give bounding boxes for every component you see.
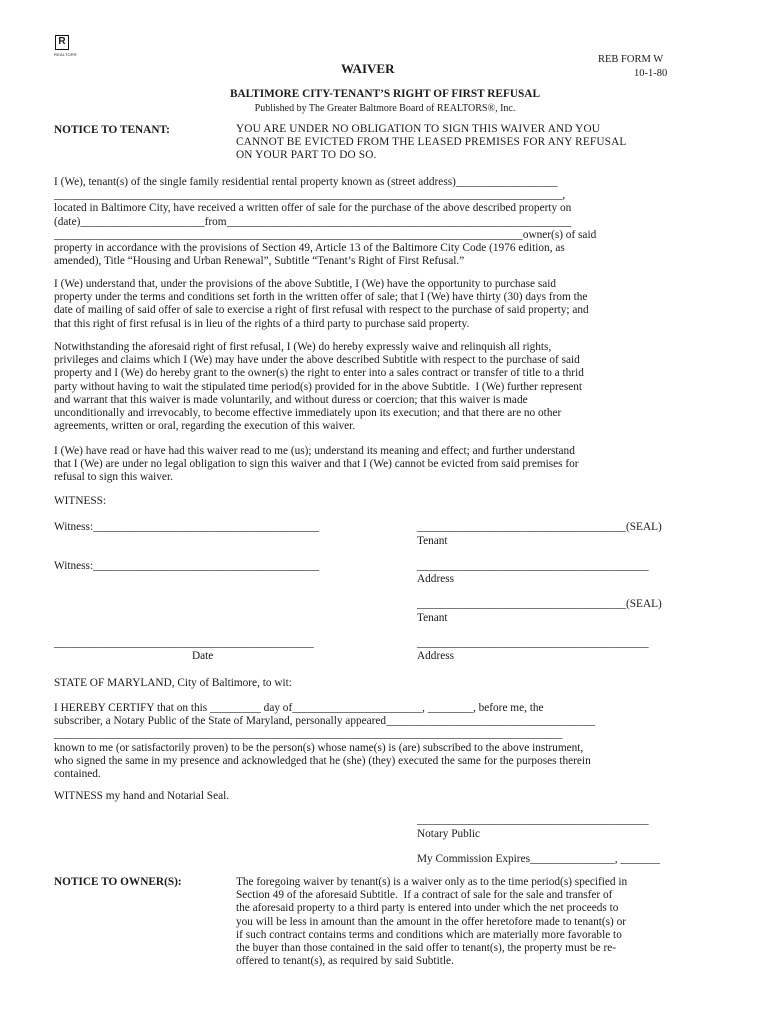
notice-owner-line: Section 49 of the aforesaid Subtitle. If a contract of sale for the sale and transfer of: [236, 889, 613, 902]
address-2-line[interactable]: _________________________________________: [417, 637, 649, 649]
notary-line: contained.: [54, 768, 101, 781]
paragraph-waiver: [54, 341, 714, 433]
notice-owner-line: if such contract contains terms and conditions which are materially more favorable to: [236, 928, 622, 941]
notice-owner-text: [236, 876, 716, 968]
paragraph-line: and warrant that this waiver is made voluntarily, and without duress or coercion; that this waiver is made: [54, 393, 528, 406]
paragraph-line: __________________________________________________________________________________________,: [54, 189, 566, 202]
paragraph-line: ___________________________________________________________________________________owner(s) of said: [54, 228, 597, 241]
tenant-1-label: Tenant: [417, 535, 448, 547]
notarial-seal-text: WITNESS my hand and Notarial Seal.: [54, 790, 230, 802]
notary-line: subscriber, a Notary Public of the State of Maryland, personally appeared_____________________________________: [54, 715, 596, 728]
witness-2-signature-line[interactable]: Witness:________________________________________: [54, 560, 320, 572]
notary-signature-line[interactable]: _________________________________________: [417, 814, 649, 826]
date-label: Date: [192, 650, 214, 662]
paragraph-line: unconditionally and irrevocably, to become effective immediately upon its execution; and that there are no other: [54, 407, 562, 420]
paragraph-line: Notwithstanding the aforesaid right of first refusal, I (We) do hereby expressly waive and relinquish all rights,: [54, 341, 552, 353]
notice-owner-line: you will be less in amount than the amount in the offer heretofore made to tenant(s) or: [236, 915, 627, 928]
paragraph-line: located in Baltimore City, have received a written offer of sale for the purchase of the above described property on: [54, 202, 572, 215]
notary-state: STATE OF MARYLAND, City of Baltimore, to wit:: [54, 677, 292, 689]
notice-owner-line: the buyer than those contained in the said offer to tenant(s), the property must be re-: [236, 942, 617, 955]
paragraph-line: date of mailing of said offer of sale to exercise a right of first refusal with respect to the purchase of said property; and: [54, 304, 589, 317]
realtor-logo: R: [55, 35, 69, 50]
notice-owner-line: the aforesaid property to a third party is entered into under which the net proceeds to: [236, 902, 619, 915]
notary-public-label: Notary Public: [417, 828, 481, 840]
notary-line: known to me (or satisfactorily proven) to be the person(s) whose name(s) is (are) subscribed to the above instrument,: [54, 741, 584, 754]
notice-tenant-text: [236, 123, 716, 163]
paragraph-line: that I (We) are under no legal obligation to sign this waiver and that I (We) cannot be evicted from said premises for: [54, 458, 579, 471]
paragraph-line: property and I (We) do hereby grant to the owner(s) the right to enter into a sales contract or transfer of title to a thrid: [54, 367, 584, 380]
paragraph-acknowledgment: [54, 445, 714, 485]
publisher-line: Published by The Greater Baltmore Board of REALTORS®, Inc.: [254, 103, 516, 114]
paragraph-line: (date)______________________from_____________________________________________________________: [54, 215, 572, 228]
paragraph-line: agreements, written or oral, regarding the execution of this waiver.: [54, 420, 356, 433]
tenant-1-signature-line[interactable]: _____________________________________(SEAL): [417, 521, 662, 533]
address-2-label: Address: [417, 650, 455, 662]
paragraph-line: amended), Title “Housing and Urban Renewal”, Subtitle “Tenant’s Right of First Refusal.”: [54, 255, 465, 268]
notice-tenant-line: YOU ARE UNDER NO OBLIGATION TO SIGN THIS WAIVER AND YOU: [236, 123, 601, 135]
notary-line: who signed the same in my presence and acknowledged that he (she) (they) executed the same for the purposes therein: [54, 754, 591, 767]
document-subtitle: BALTIMORE CITY-TENANT’S RIGHT OF FIRST REFUSAL: [229, 88, 540, 100]
address-1-label: Address: [417, 573, 455, 585]
notice-tenant-label: NOTICE TO TENANT:: [54, 124, 170, 136]
date-line[interactable]: ______________________________________________: [54, 637, 314, 649]
notary-certificate: [54, 702, 714, 781]
realtor-logo-label: REALTOR®: [54, 52, 78, 57]
paragraph-property-offer: [54, 176, 714, 268]
document-title: WAIVER: [341, 61, 395, 76]
tenant-2-signature-line[interactable]: _____________________________________(SEAL): [417, 598, 662, 610]
paragraph-line: privileges and claims which I (We) may have under the above described Subtitle with respect to the purchase of said: [54, 354, 580, 367]
address-1-line[interactable]: _________________________________________: [417, 560, 649, 572]
paragraph-line: I (We) have read or have had this waiver read to me (us); understand its meaning and effect; and further understand: [54, 445, 575, 457]
tenant-2-label: Tenant: [417, 612, 448, 624]
notice-tenant-line: CANNOT BE EVICTED FROM THE LEASED PREMISES FOR ANY REFUSAL: [236, 136, 627, 149]
notice-owner-line: The foregoing waiver by tenant(s) is a waiver only as to the time period(s) specified in: [236, 876, 628, 888]
paragraph-understanding: [54, 278, 714, 331]
notice-owner-label: NOTICE TO OWNER(S):: [54, 876, 182, 888]
paragraph-line: party without having to wait the stipulated time period(s) provided for in the above Subtitle. I (We) further represent: [54, 380, 583, 393]
notice-tenant-line: ON YOUR PART TO DO SO.: [236, 149, 377, 162]
notary-line: __________________________________________________________________________________________: [54, 728, 563, 741]
notary-line: I HEREBY CERTIFY that on this _________ day of_______________________, ________, before me, the: [54, 702, 544, 714]
paragraph-line: refusal to sign this waiver.: [54, 471, 173, 484]
form-date: 10-1-80: [634, 68, 668, 79]
witness-1-signature-line[interactable]: Witness:________________________________________: [54, 521, 320, 533]
paragraph-line: that this right of first refusal is in lieu of the rights of a third party to purchase said property.: [54, 317, 470, 330]
paragraph-line: property in accordance with the provisions of Section 49, Article 13 of the Baltimore City Code (1976 edition, as: [54, 242, 565, 255]
form-name: REB FORM W: [598, 54, 664, 65]
paragraph-line: property under the terms and conditions set forth in the written offer of sale; that I (We) have thirty (30) days from the: [54, 291, 588, 304]
notice-owner-line: offered to tenant(s), as required by said Subtitle.: [236, 955, 454, 968]
witness-heading: WITNESS:: [54, 495, 107, 507]
paragraph-line: I (We) understand that, under the provisions of the above Subtitle, I (We) have the opportunity to purchase said: [54, 278, 557, 290]
paragraph-line: I (We), tenant(s) of the single family residential rental property known as (street address)__________________: [54, 176, 558, 188]
commission-expires[interactable]: My Commission Expires_______________, _______: [417, 853, 660, 865]
